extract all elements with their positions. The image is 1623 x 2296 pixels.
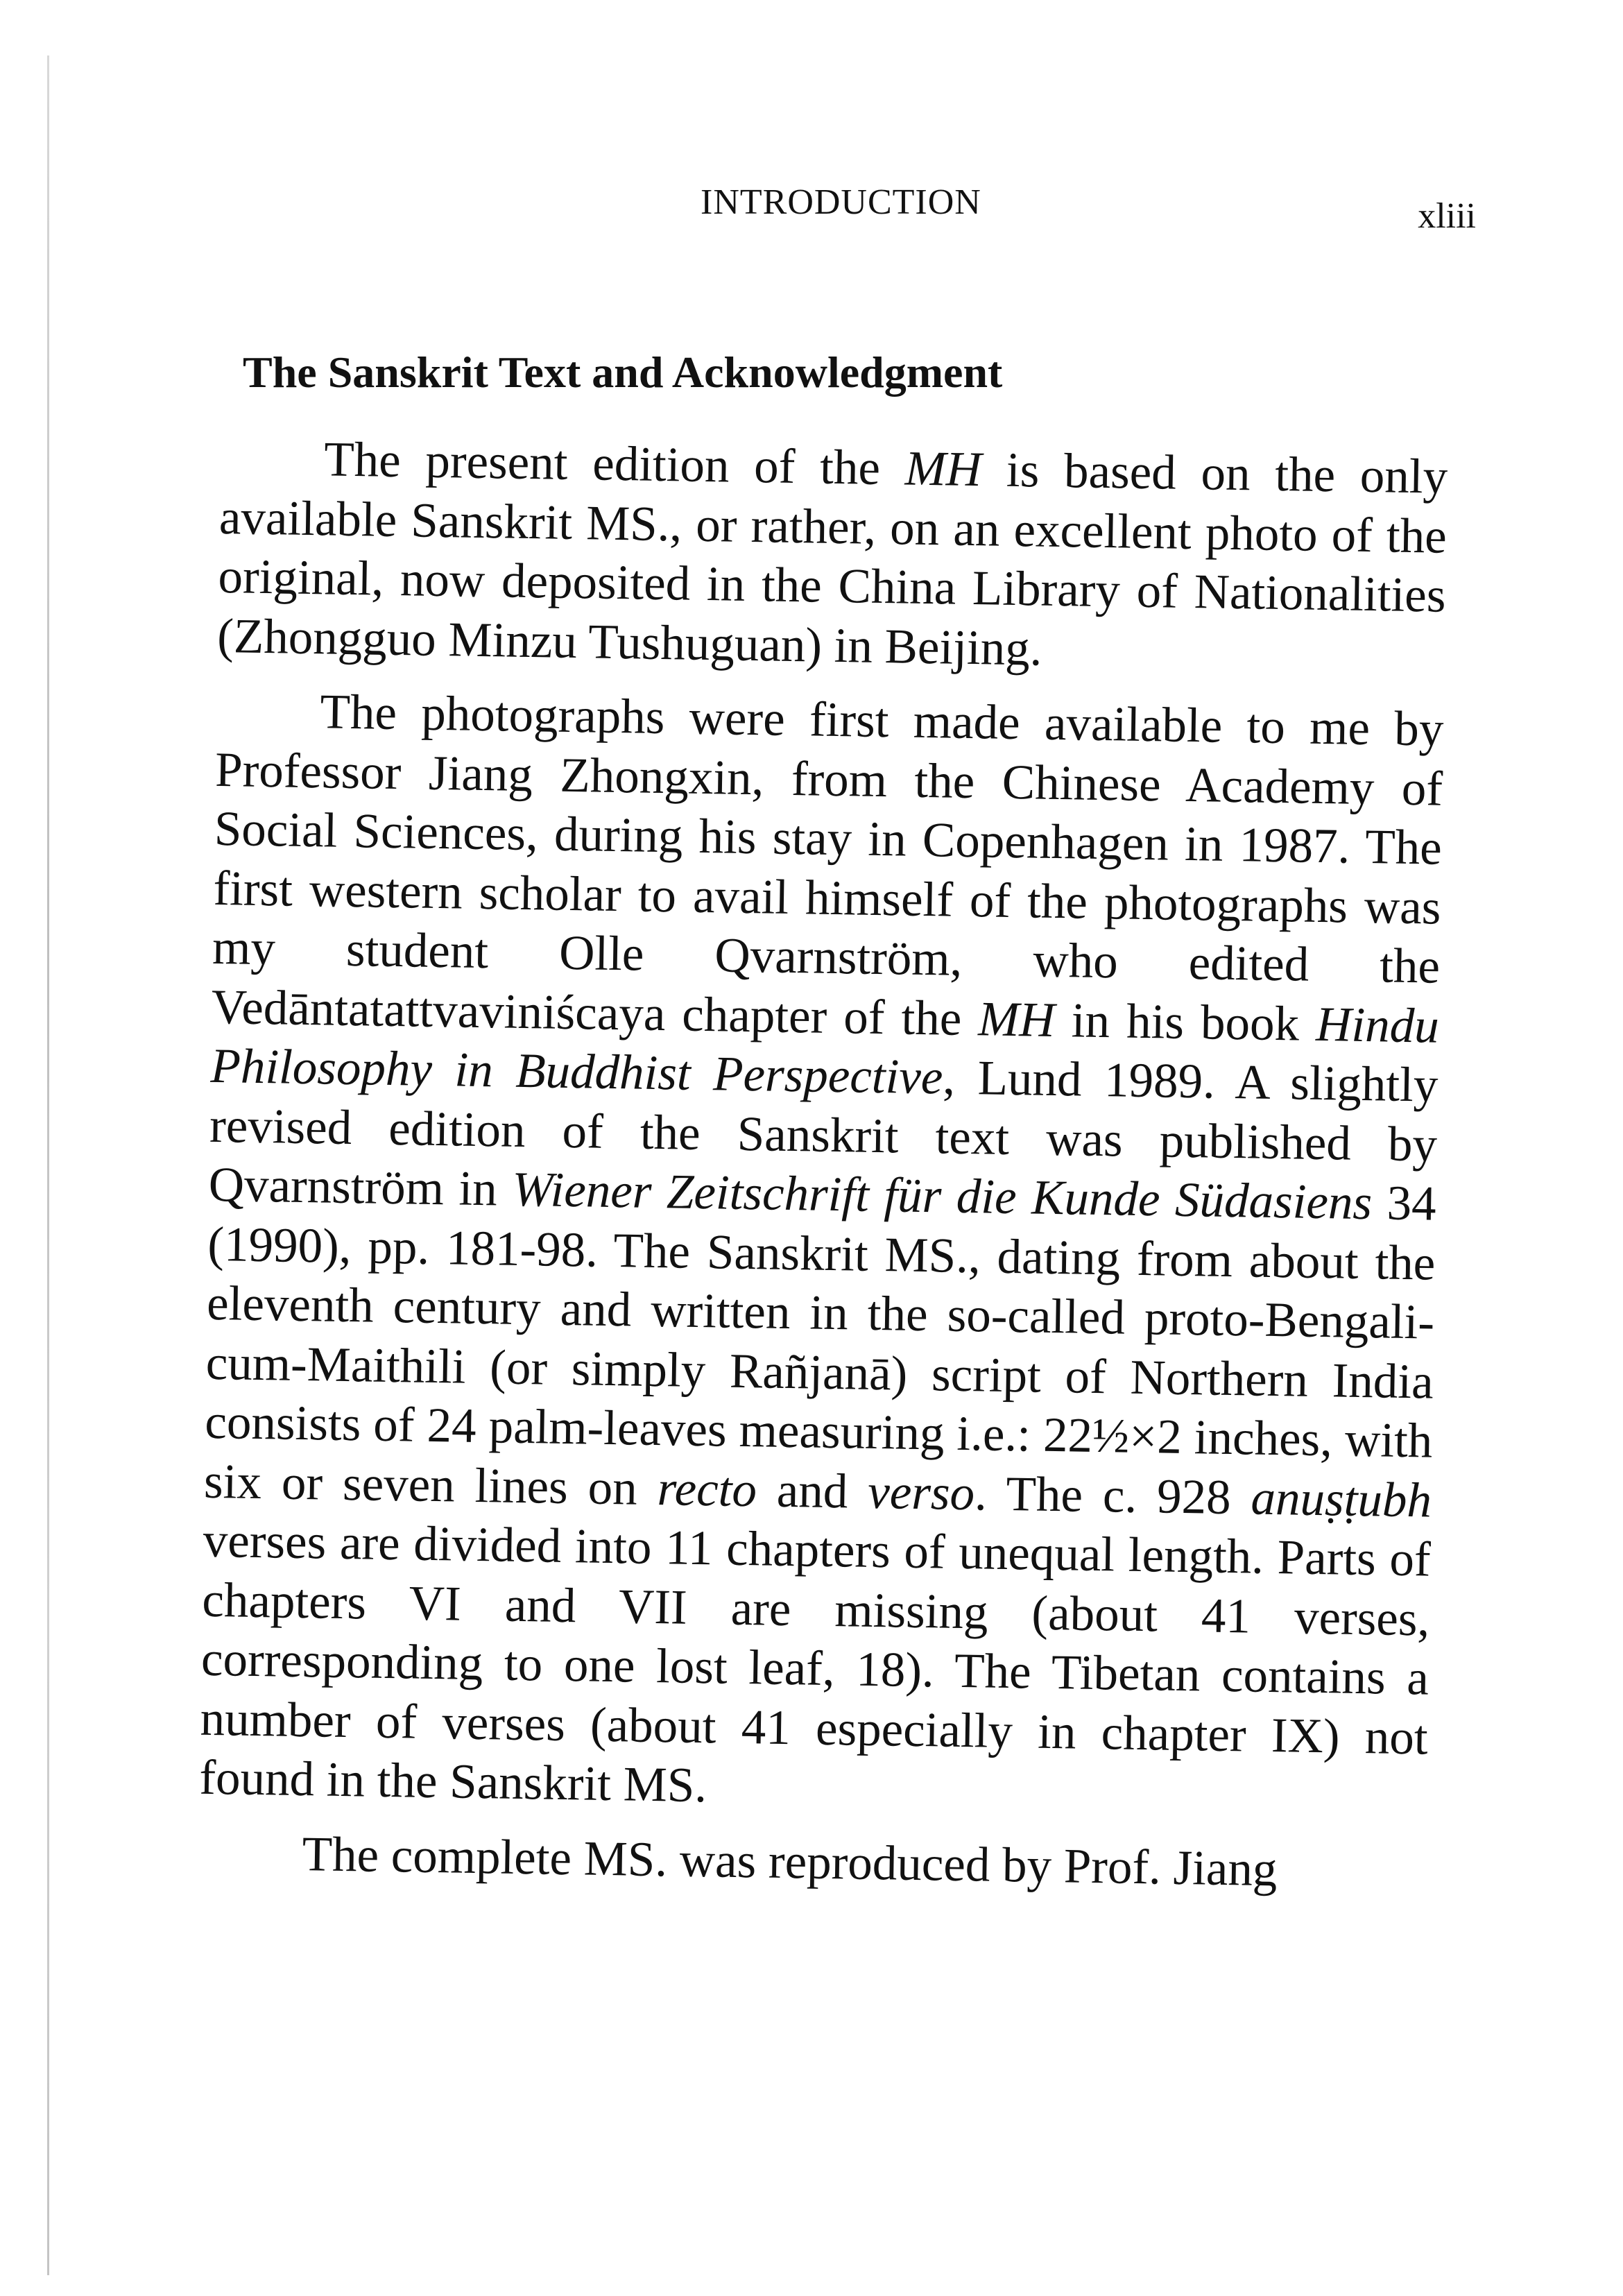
italic-run: MH <box>904 441 982 497</box>
body-text <box>198 429 1448 1917</box>
text-run: The present edition of the <box>323 432 906 496</box>
italic-run: Wiener Zeitschrift für die Kunde Südasiens <box>511 1162 1373 1231</box>
text-run: . The c. 928 <box>974 1466 1252 1525</box>
text-run: in his book <box>1054 993 1316 1052</box>
italic-run: verso <box>867 1464 975 1520</box>
italic-run: recto <box>657 1461 757 1517</box>
text-run: and <box>756 1462 869 1519</box>
paragraph-1 <box>217 429 1448 685</box>
italic-run: anuṣṭubh <box>1251 1471 1432 1528</box>
text-run: is based on the only available Sanskrit MS., or rather, on an excellent photo of the original, now deposited in the China Library of Nationalities (Zhongguo Minzu Tushuguan) in Beijing. <box>216 443 1448 676</box>
text-run: The photographs were first made available to me by Professor Jiang Zhongxin, from the Chinese Academy of Social Sciences, during his stay in Copenhagen in 1987. The first western scholar to avail himself of the photographs was my student Olle Qvarnström, who edited the Vedāntatattvaviniścaya chapter of the <box>211 685 1445 1046</box>
running-head: INTRODUCTION <box>701 182 981 222</box>
text-run: , Lund 1989. A slightly revised edition of the Sanskrit text was published by Qvarnström in <box>208 1050 1439 1217</box>
italic-run: Hindu Philosophy in Buddhist Perspective <box>209 997 1440 1105</box>
paragraph-2 <box>199 681 1444 1827</box>
text-run: The complete MS. was reproduced by Prof. Jiang <box>302 1826 1278 1896</box>
paragraph-3 <box>198 1823 1426 1901</box>
page-number: xliii <box>1418 196 1476 236</box>
section-heading: The Sanskrit Text and Acknowledgment <box>243 348 1003 397</box>
scan-edge-line <box>47 55 49 2275</box>
text-run: 34 (1990), pp. 181-98. The Sanskrit MS., dating from about the eleventh century and written in the so-called proto-Bengali-cum-Maithili (or simply Rañjanā) script of Northern India consists of 24 palm-leaves measuring i.e.: 22½×2 inches, with six or seven lines on <box>203 1176 1437 1516</box>
text-run: verses are divided into 11 chapters of unequal length. Parts of chapters VI and VII are missing (about 41 verses, corresponding to one lost leaf, 18). The Tibetan contains a number of verses (about 41 especially in chapter IX) not found in the Sanskrit MS. <box>198 1513 1432 1813</box>
italic-run: MH <box>977 991 1056 1047</box>
